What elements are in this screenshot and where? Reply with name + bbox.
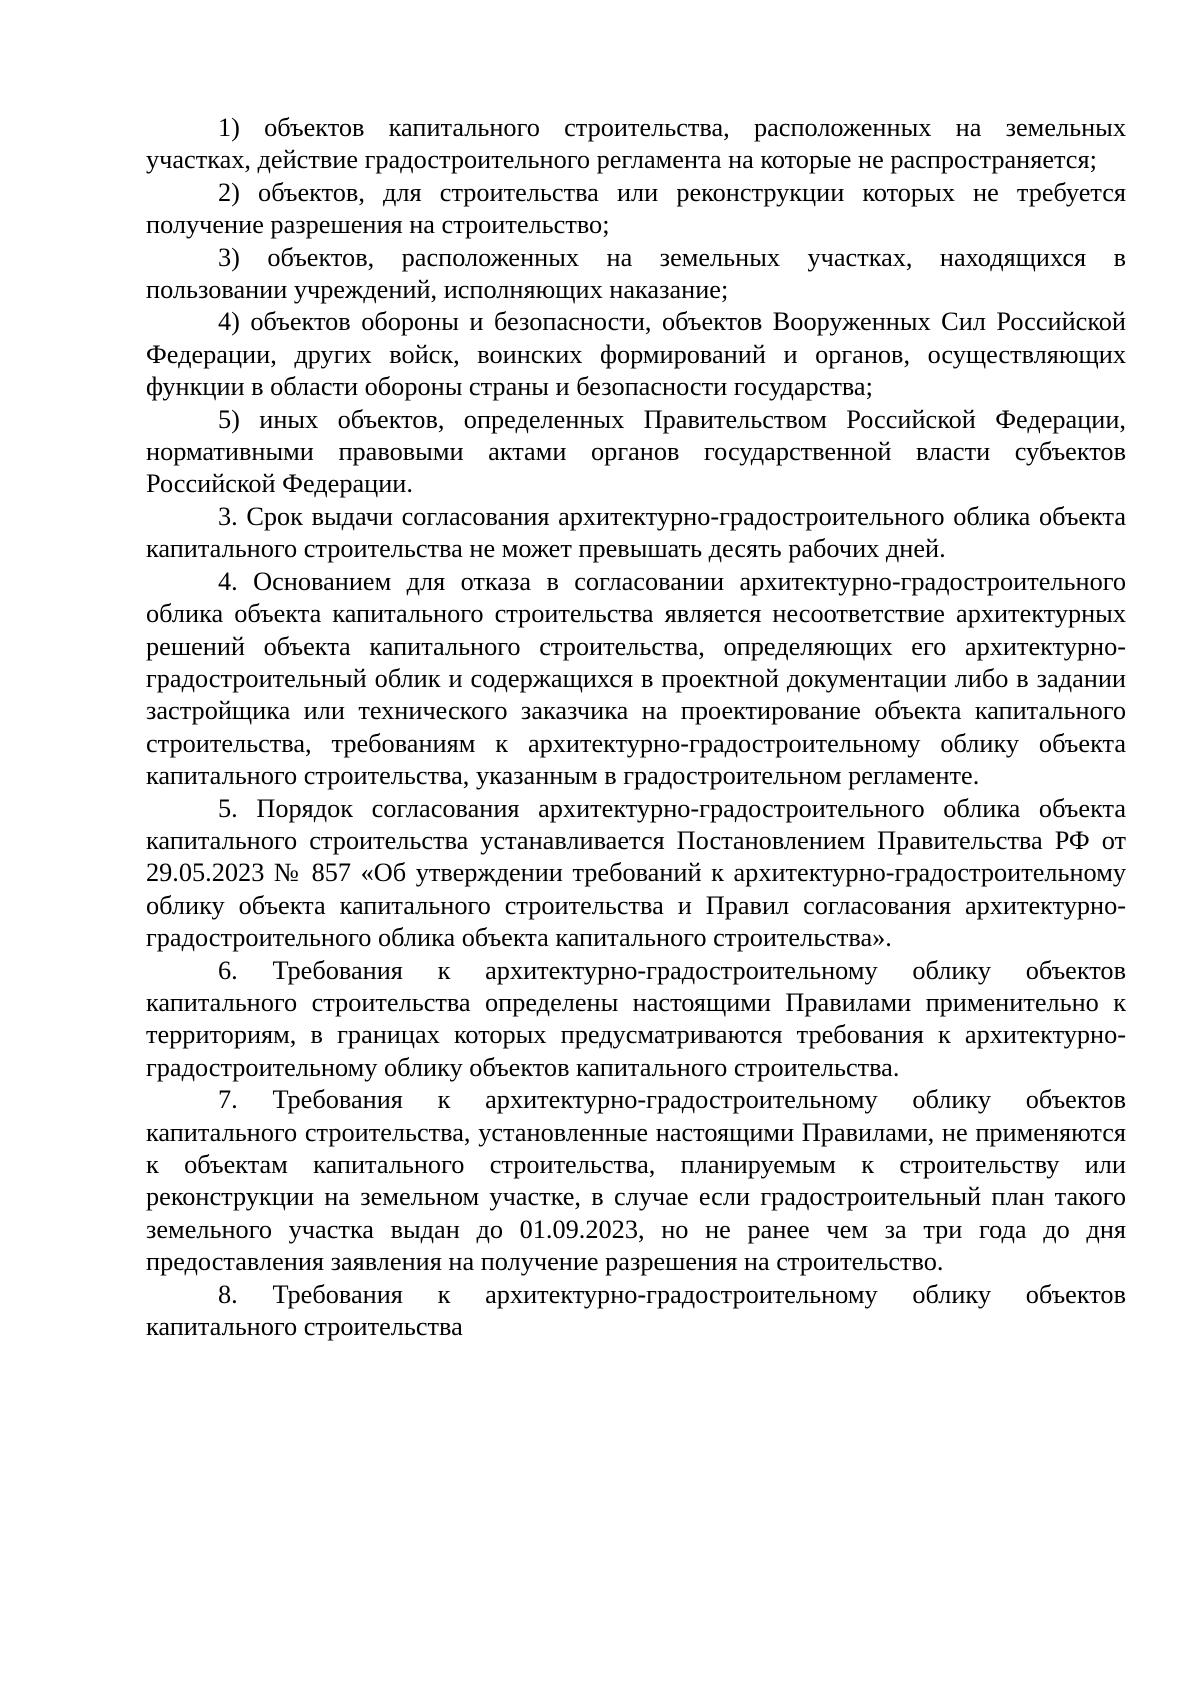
paragraph-item-2: 2) объектов, для строительства или реконструкции которых не требуется получение разрешения на строительство;: [146, 177, 1126, 240]
paragraph-item-3: 3) объектов, расположенных на земельных участках, находящихся в пользовании учреждений, исполняющих наказание;: [146, 242, 1126, 305]
paragraph-item-4: 4) объектов обороны и безопасности, объектов Вооруженных Сил Российской Федерации, других войск, воинских формирований и органов, осуществляющих функции в области обороны страны и безопасности государства;: [146, 307, 1126, 402]
paragraph-clause-8: 8. Требования к архитектурно-градостроительному облику объектов капитального строительства: [146, 1279, 1126, 1342]
paragraph-clause-6: 6. Требования к архитектурно-градостроительному облику объектов капитального строительства определены настоящими Правилами применительно к территориям, в границах которых предусматриваются требования к архитектурно-градостроительному облику объектов капитального строительства.: [146, 955, 1126, 1082]
paragraph-clause-7: 7. Требования к архитектурно-градостроительному облику объектов капитального строительства, установленные настоящими Правилами, не применяются к объектам капитального строительства, планируемым к строительству или реконструкции на земельном участке, в случае если градостроительный план такого земельного участка выдан до 01.09.2023, но не ранее чем за три года до дня предоставления заявления на получение разрешения на строительство.: [146, 1085, 1126, 1277]
paragraph-item-1: 1) объектов капитального строительства, расположенных на земельных участках, действие градостроительного регламента на которые не распространяется;: [146, 113, 1126, 175]
paragraph-clause-5: 5. Порядок согласования архитектурно-градостроительного облика объекта капитального строительства устанавливается Постановлением Правительства РФ от 29.05.2023 № 857 «Об утверждении требований к архитектурно-градостроительному облику объекта капитального строительства и Правил согласования архитектурно-градостроительного облика объекта капитального строительства».: [146, 793, 1126, 953]
paragraph-clause-3: 3. Срок выдачи согласования архитектурно-градостроительного облика объекта капитального строительства не может превышать десять рабочих дней.: [146, 501, 1126, 564]
paragraph-clause-4: 4. Основанием для отказа в согласовании архитектурно-градостроительного облика объекта капитального строительства является несоответствие архитектурных решений объекта капитального строительства, определяющих его архитектурно-градостроительный облик и содержащихся в проектной документации либо в задании застройщика или технического заказчика на проектирование объекта капитального строительства, требованиям к архитектурно-градостроительному облику объекта капитального строительства, указанным в градостроительном регламенте.: [146, 566, 1126, 791]
document-text: [146, 112, 1126, 1343]
paragraph-item-5: 5) иных объектов, определенных Правительством Российской Федерации, нормативными правовыми актами органов государственной власти субъектов Российской Федерации.: [146, 404, 1126, 499]
